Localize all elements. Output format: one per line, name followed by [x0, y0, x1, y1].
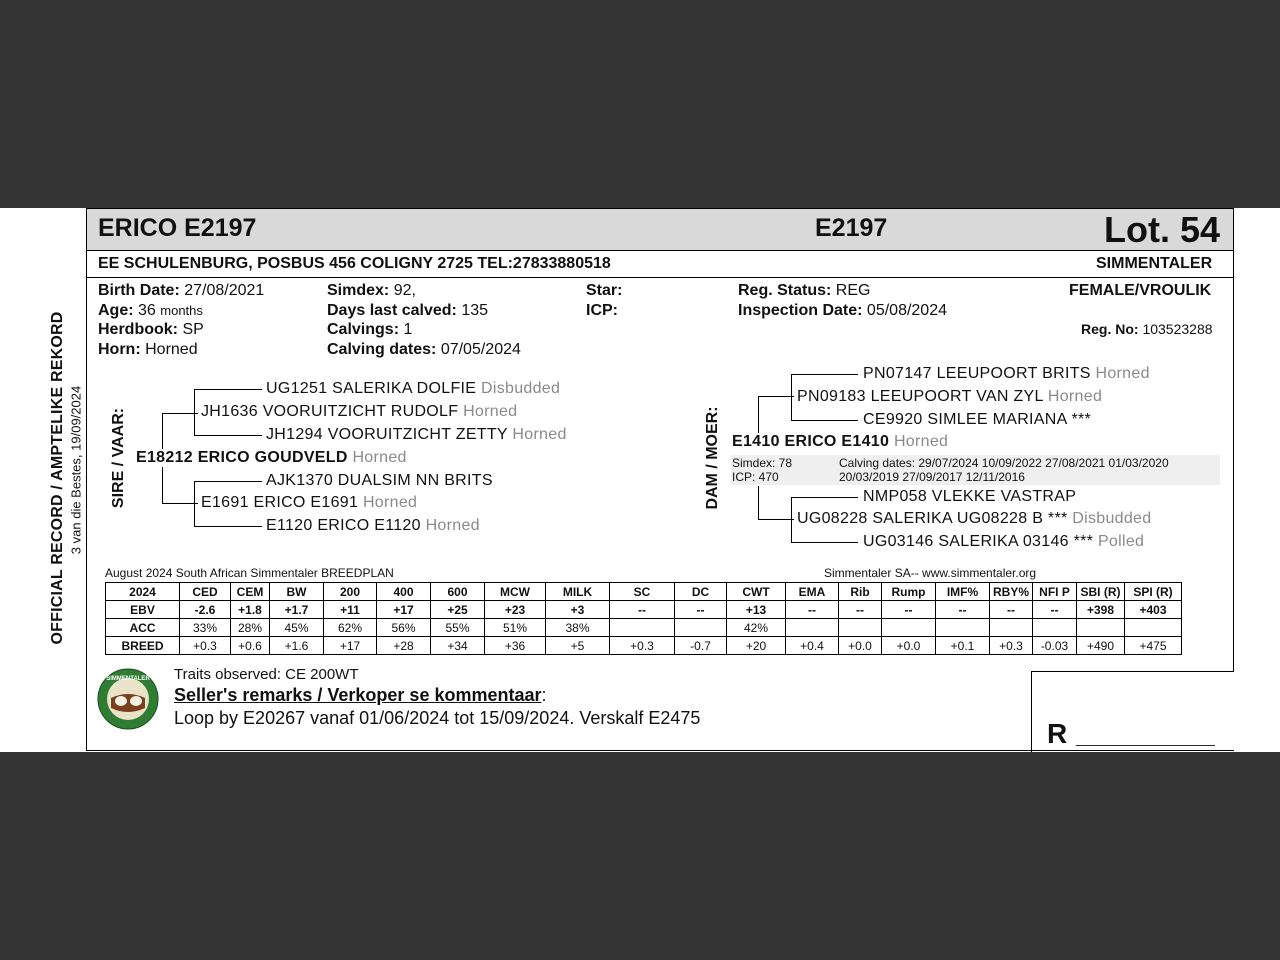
breedplan-cell: 38% — [546, 619, 610, 637]
breedplan-header-cell: CEM — [231, 583, 270, 601]
calving-dates: Calving dates: 07/05/2024 — [327, 341, 521, 358]
breedplan-header-cell: IMF% — [936, 583, 990, 601]
breedplan-cell: +36 — [485, 637, 546, 655]
breedplan-cell: +34 — [431, 637, 485, 655]
breedplan-cell: -0.03 — [1033, 637, 1077, 655]
breedplan-cell: 55% — [431, 619, 485, 637]
star: Star: — [586, 282, 623, 299]
breedplan-cell: 28% — [231, 619, 270, 637]
breedplan-cell: +1.6 — [270, 637, 324, 655]
dam-name: E1410 ERICO E1410 Horned — [732, 433, 949, 450]
breedplan-header-cell: CED — [180, 583, 231, 601]
breedplan-cell: 42% — [727, 619, 786, 637]
title-band — [87, 209, 1233, 251]
sire-dam: E1691 ERICO E1691 Horned — [201, 494, 418, 511]
sire-sire-sire: UG1251 SALERIKA DOLFIE Disbudded — [266, 380, 561, 397]
breedplan-cell: +1.8 — [231, 601, 270, 619]
sire-sire-dam: JH1294 VOORUITZICHT ZETTY Horned — [266, 426, 567, 443]
remarks-heading: Seller's remarks / Verkoper se kommentaar: — [174, 685, 547, 705]
reg-number: Reg. No: 103523288 — [1081, 321, 1213, 337]
breedplan-header-cell: SBI (R) — [1077, 583, 1125, 601]
breedplan-cell: ACC — [106, 619, 180, 637]
breedplan-cell: +0.0 — [839, 637, 882, 655]
breedplan-header-cell: 2024 — [106, 583, 180, 601]
sale-name-date: 3 van die Bestes, 19/09/2024 — [68, 385, 84, 555]
dam-calving-dates: Calving dates: 29/07/2024 10/09/2022 27/08/2021 01/03/2020 — [839, 456, 1169, 470]
dam-calving-dates-2: 20/03/2019 27/09/2017 12/11/2016 — [839, 470, 1025, 484]
breedplan-cell: 56% — [377, 619, 431, 637]
breedplan-header-cell: Rib — [839, 583, 882, 601]
dam-dam: UG08228 SALERIKA UG08228 B *** Disbudded — [797, 510, 1152, 527]
breedplan-header-cell: SPI (R) — [1125, 583, 1182, 601]
breedplan-cell: -- — [786, 601, 839, 619]
breedplan-header-cell: 400 — [377, 583, 431, 601]
breedplan-cell: BREED — [106, 637, 180, 655]
traits-observed: Traits observed: CE 200WT — [174, 666, 359, 683]
breedplan-cell: +490 — [1077, 637, 1125, 655]
dam-sire-sire: PN07147 LEEUPOORT BRITS Horned — [863, 365, 1150, 382]
horn-status: Horn: Horned — [98, 341, 198, 358]
breedplan-cell: +28 — [377, 637, 431, 655]
breedplan-table — [105, 582, 1182, 655]
breedplan-cell — [839, 619, 882, 637]
dam-label: DAM / MOER: — [704, 406, 721, 510]
inspection-date: Inspection Date: 05/08/2024 — [738, 302, 947, 319]
breedplan-cell — [936, 619, 990, 637]
breedplan-row — [106, 619, 1182, 637]
sire-label: SIRE / VAAR: — [110, 407, 127, 509]
breedplan-row — [106, 601, 1182, 619]
calvings: Calvings: 1 — [327, 321, 413, 338]
breedplan-cell: -- — [675, 601, 727, 619]
sire-dam-sire: AJK1370 DUALSIM NN BRITS — [266, 472, 493, 489]
breedplan-header-cell: SC — [610, 583, 675, 601]
dam-dam-sire: NMP058 VLEKKE VASTRAP — [863, 488, 1077, 505]
breedplan-header-cell: EMA — [786, 583, 839, 601]
breedplan-cell: +1.7 — [270, 601, 324, 619]
breedplan-row — [106, 637, 1182, 655]
breedplan-caption: August 2024 South African Simmentaler BREEDPLAN — [105, 566, 394, 580]
price-prefix: R — [1047, 718, 1068, 749]
breedplan-cell: +20 — [727, 637, 786, 655]
breedplan-header-cell: Rump — [882, 583, 936, 601]
breedplan-cell: +0.3 — [180, 637, 231, 655]
breedplan-cell: -- — [839, 601, 882, 619]
breedplan-cell — [882, 619, 936, 637]
breedplan-cell: -- — [1033, 601, 1077, 619]
age: Age: 36 months — [98, 302, 203, 319]
breedplan-cell — [786, 619, 839, 637]
breedplan-cell — [675, 619, 727, 637]
breedplan-cell: -- — [990, 601, 1033, 619]
dam-dam-dam: UG03146 SALERIKA 03146 *** Polled — [863, 533, 1145, 550]
dam-sire: PN09183 LEEUPOORT VAN ZYL Horned — [797, 388, 1103, 405]
official-record-label: OFFICIAL RECORD / AMPTELIKE REKORD — [49, 311, 66, 645]
svg-text:SIMMENTALER: SIMMENTALER — [106, 676, 150, 682]
breedplan-header-cell: MCW — [485, 583, 546, 601]
breedplan-cell — [1125, 619, 1182, 637]
breedplan-cell: +17 — [324, 637, 377, 655]
simdex: Simdex: 92, — [327, 282, 416, 299]
breed-name: SIMMENTALER — [1096, 255, 1213, 272]
breedplan-cell: -2.6 — [180, 601, 231, 619]
breedplan-cell: 45% — [270, 619, 324, 637]
breedplan-header-cell: NFI P — [1033, 583, 1077, 601]
breedplan-cell: -- — [882, 601, 936, 619]
reg-status: Reg. Status: REG — [738, 282, 871, 299]
breedplan-cell: 33% — [180, 619, 231, 637]
simmentaler-logo — [97, 668, 159, 730]
breedplan-header-cell: 200 — [324, 583, 377, 601]
breedplan-header-cell: MILK — [546, 583, 610, 601]
breedplan-cell: +0.3 — [990, 637, 1033, 655]
sex: FEMALE/VROULIK — [1069, 282, 1212, 299]
breedplan-header-cell: BW — [270, 583, 324, 601]
breedplan-cell — [990, 619, 1033, 637]
breedplan-cell: EBV — [106, 601, 180, 619]
breedplan-header-cell: DC — [675, 583, 727, 601]
breedplan-cell: -- — [936, 601, 990, 619]
breedplan-cell: +5 — [546, 637, 610, 655]
lot-number: Lot. 54 — [1104, 209, 1221, 250]
sire-sire: JH1636 VOORUITZICHT RUDOLF Horned — [201, 403, 518, 420]
breedplan-cell: +403 — [1125, 601, 1182, 619]
herdbook: Herdbook: SP — [98, 321, 204, 338]
sire-name: E18212 ERICO GOUDVELD Horned — [136, 449, 407, 466]
animal-id: E2197 — [815, 214, 888, 242]
dam-simdex: Simdex: 78 — [732, 456, 793, 470]
breedplan-header-cell: RBY% — [990, 583, 1033, 601]
breedplan-header-cell: 600 — [431, 583, 485, 601]
breedplan-website: Simmentaler SA-- www.simmentaler.org — [824, 566, 1037, 580]
breedplan-cell: +0.4 — [786, 637, 839, 655]
breedplan-cell: +475 — [1125, 637, 1182, 655]
owner-details: EE SCHULENBURG, POSBUS 456 COLIGNY 2725 TEL:27833880518 — [98, 255, 611, 272]
days-last-calved: Days last calved: 135 — [327, 302, 489, 319]
breedplan-cell: 51% — [485, 619, 546, 637]
breedplan-cell: +13 — [727, 601, 786, 619]
breedplan-header-cell: CWT — [727, 583, 786, 601]
breedplan-cell: +0.6 — [231, 637, 270, 655]
breedplan-cell — [610, 619, 675, 637]
breedplan-header-row — [106, 583, 1182, 601]
breedplan-cell: +398 — [1077, 601, 1125, 619]
breedplan-cell: 62% — [324, 619, 377, 637]
breedplan-cell: +25 — [431, 601, 485, 619]
seller-remarks: Loop by E20267 vanaf 01/06/2024 tot 15/09/2024. Verskalf E2475 — [174, 708, 701, 728]
breedplan-cell: +23 — [485, 601, 546, 619]
breedplan-cell: +3 — [546, 601, 610, 619]
breedplan-cell — [1033, 619, 1077, 637]
breedplan-cell: +17 — [377, 601, 431, 619]
icp: ICP: — [586, 302, 618, 319]
breedplan-cell: +0.0 — [882, 637, 936, 655]
sire-dam-dam: E1120 ERICO E1120 Horned — [266, 517, 480, 534]
breedplan-cell: -0.7 — [675, 637, 727, 655]
dam-sire-dam: CE9920 SIMLEE MARIANA *** — [863, 411, 1092, 428]
birth-date: Birth Date: 27/08/2021 — [98, 282, 265, 299]
breedplan-cell: +11 — [324, 601, 377, 619]
breedplan-cell: -- — [610, 601, 675, 619]
dam-icp: ICP: 470 — [732, 470, 779, 484]
breedplan-cell: +0.1 — [936, 637, 990, 655]
breedplan-cell — [1077, 619, 1125, 637]
breedplan-cell: +0.3 — [610, 637, 675, 655]
animal-name: ERICO E2197 — [98, 214, 257, 242]
price-line[interactable]: ___________________ — [1076, 730, 1215, 746]
